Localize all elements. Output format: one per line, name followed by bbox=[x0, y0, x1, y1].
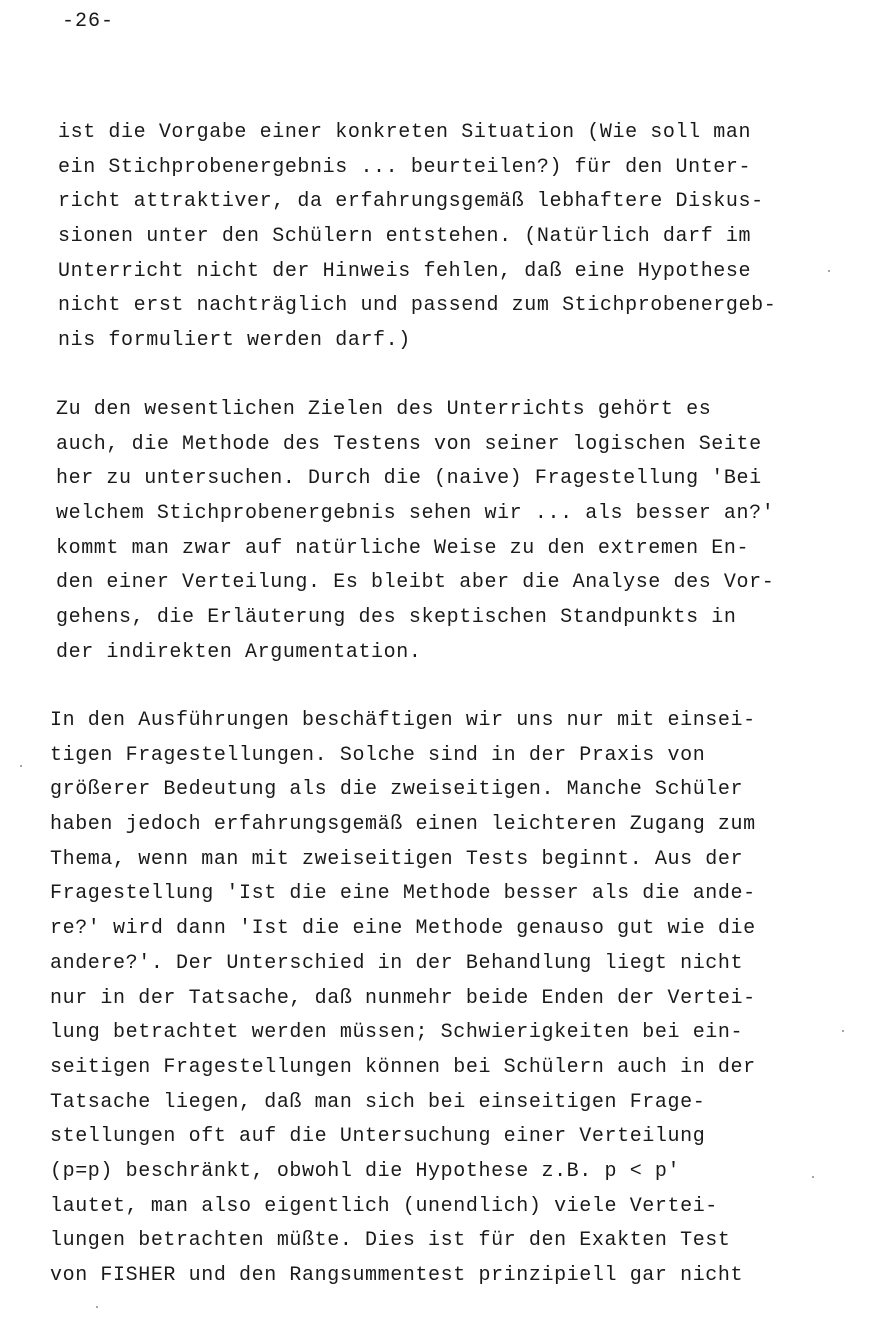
paragraph-2 bbox=[56, 393, 774, 671]
text-line: lungen betrachten müßte. Dies ist für den Exakten Test bbox=[50, 1229, 731, 1253]
text-line: kommt man zwar auf natürliche Weise zu den extremen En- bbox=[56, 536, 750, 560]
scan-speck bbox=[812, 1176, 814, 1178]
text-line: gehens, die Erläuterung des skeptischen Standpunkts in bbox=[56, 606, 737, 630]
text-line: Tatsache liegen, daß man sich bei einseitigen Frage- bbox=[50, 1090, 706, 1114]
text-line: (p=p) beschränkt, obwohl die Hypothese z.B. p < p' bbox=[50, 1159, 681, 1183]
text-line: seitigen Fragestellungen können bei Schülern auch in der bbox=[50, 1055, 756, 1079]
text-line: Thema, wenn man mit zweiseitigen Tests beginnt. Aus der bbox=[50, 847, 744, 871]
text-line: re?' wird dann 'Ist die eine Methode genauso gut wie die bbox=[50, 917, 756, 941]
text-line: der indirekten Argumentation. bbox=[56, 640, 422, 664]
text-line: den einer Verteilung. Es bleibt aber die Analyse des Vor- bbox=[56, 571, 775, 595]
text-line: nicht erst nachträglich und passend zum Stichprobenergeb- bbox=[58, 294, 777, 318]
scan-speck bbox=[20, 765, 22, 767]
text-line: Unterricht nicht der Hinweis fehlen, daß eine Hypothese bbox=[58, 259, 752, 283]
text-line: nis formuliert werden darf.) bbox=[58, 329, 411, 353]
text-line: lung betrachtet werden müssen; Schwierigkeiten bei ein- bbox=[50, 1021, 744, 1045]
scan-speck bbox=[828, 270, 830, 272]
text-line: tigen Fragestellungen. Solche sind in der Praxis von bbox=[50, 743, 706, 767]
text-line: andere?'. Der Unterschied in der Behandlung liegt nicht bbox=[50, 951, 744, 975]
text-line: haben jedoch erfahrungsgemäß einen leichteren Zugang zum bbox=[50, 813, 756, 837]
text-line: auch, die Methode des Testens von seiner logischen Seite bbox=[56, 432, 762, 456]
page-number: -26- bbox=[62, 10, 115, 33]
text-line: ein Stichprobenergebnis ... beurteilen?) für den Unter- bbox=[58, 155, 752, 179]
text-line: nur in der Tatsache, daß nunmehr beide Enden der Vertei- bbox=[50, 986, 756, 1010]
scan-speck bbox=[842, 1030, 844, 1032]
text-line: lautet, man also eigentlich (unendlich) viele Vertei- bbox=[50, 1194, 718, 1218]
text-line: ist die Vorgabe einer konkreten Situation (Wie soll man bbox=[58, 121, 752, 144]
paragraph-3 bbox=[50, 704, 756, 1294]
text-line: stellungen oft auf die Untersuchung einer Verteilung bbox=[50, 1125, 706, 1149]
text-line: In den Ausführungen beschäftigen wir uns nur mit einsei- bbox=[50, 709, 756, 732]
text-line: richt attraktiver, da erfahrungsgemäß lebhaftere Diskus- bbox=[58, 190, 764, 214]
text-line: welchem Stichprobenergebnis sehen wir ... als besser an?' bbox=[56, 502, 775, 526]
text-line: her zu untersuchen. Durch die (naive) Fragestellung 'Bei bbox=[56, 467, 762, 491]
text-line: Fragestellung 'Ist die eine Methode besser als die ande- bbox=[50, 882, 756, 906]
scan-speck bbox=[96, 1306, 98, 1308]
text-line: von FISHER und den Rangsummentest prinzipiell gar nicht bbox=[50, 1264, 744, 1287]
text-line: größerer Bedeutung als die zweiseitigen. Manche Schüler bbox=[50, 778, 744, 802]
text-line: Zu den wesentlichen Zielen des Unterrichts gehört es bbox=[56, 398, 712, 421]
paragraph-1 bbox=[58, 116, 776, 359]
text-line: sionen unter den Schülern entstehen. (Natürlich darf im bbox=[58, 225, 752, 249]
